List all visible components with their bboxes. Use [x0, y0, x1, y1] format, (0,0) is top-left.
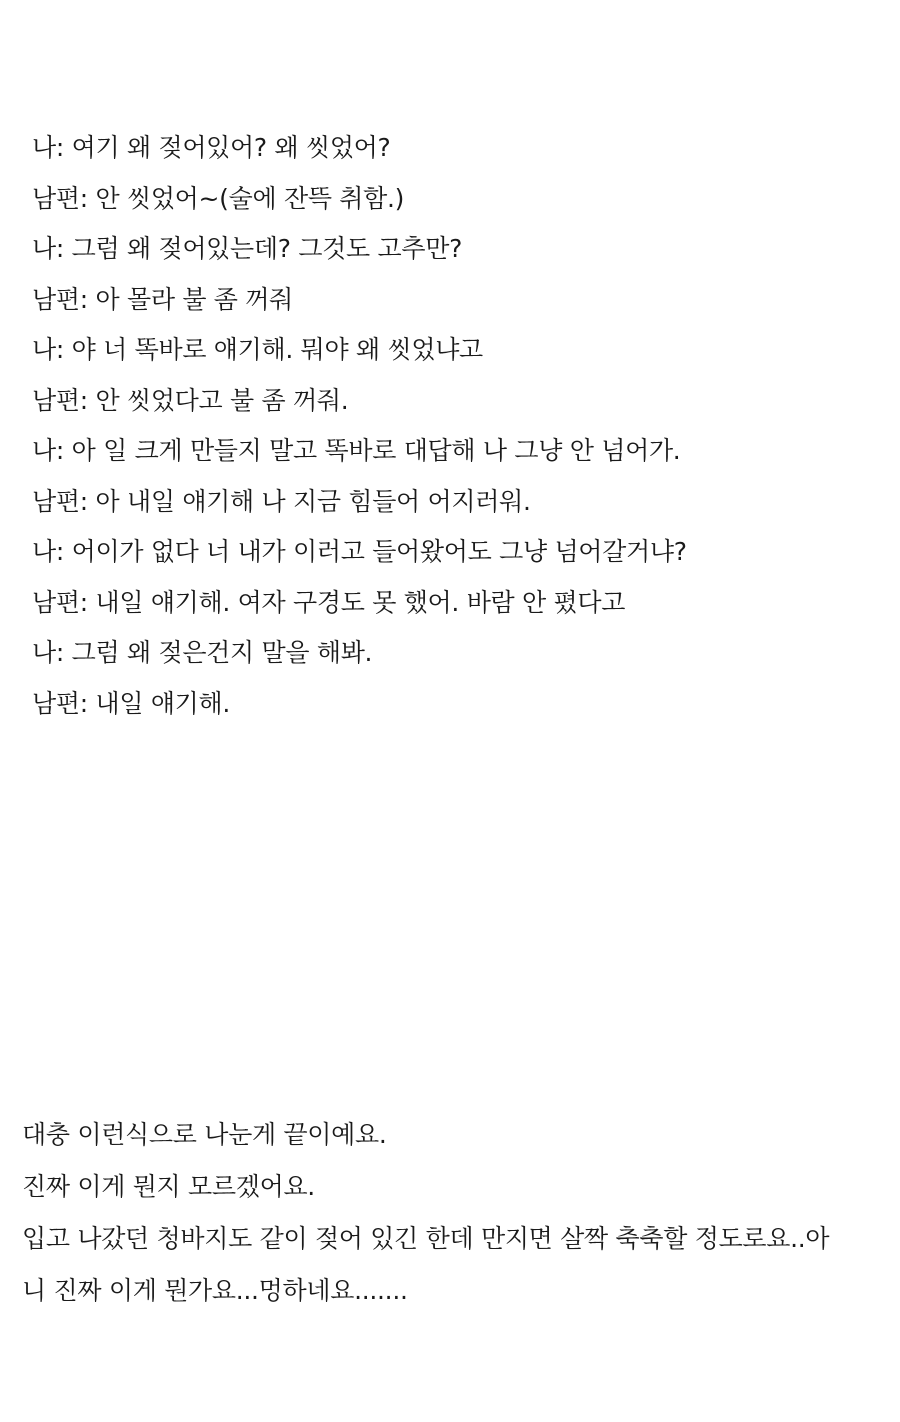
dialogue-block	[32, 128, 872, 734]
dialogue-line: 남편: 내일 얘기해.	[32, 688, 231, 718]
closing-line: 대충 이런식으로 나눈게 끝이예요.	[22, 1120, 387, 1149]
closing-line: 진짜 이게 뭔지 모르겠어요.	[22, 1172, 315, 1201]
dialogue-line: 나: 그럼 왜 젖은건지 말을 해봐.	[32, 638, 373, 667]
dialogue-line: 나: 아 일 크게 만들지 말고 똑바로 대답해 나 그냥 안 넘어가.	[32, 436, 681, 465]
dialogue-line: 남편: 내일 얘기해. 여자 구경도 못 했어. 바람 안 폈다고	[32, 587, 626, 617]
closing-paragraph	[22, 1113, 872, 1321]
dialogue-line: 나: 야 너 똑바로 얘기해. 뭐야 왜 씻었냐고	[32, 335, 483, 364]
dialogue-line: 나: 그럼 왜 젖어있는데? 그것도 고추만?	[32, 234, 463, 263]
dialogue-line: 남편: 아 몰라 불 좀 꺼줘	[32, 284, 294, 314]
dialogue-line: 나: 어이가 없다 너 내가 이러고 들어왔어도 그냥 넘어갈거냐?	[32, 537, 687, 566]
closing-line: 니 진짜 이게 뭔가요...멍하네요.......	[22, 1276, 408, 1305]
dialogue-line: 남편: 아 내일 얘기해 나 지금 힘들어 어지러워.	[32, 486, 531, 516]
dialogue-line: 남편: 안 씻었어~(술에 잔뜩 취함.)	[32, 183, 405, 213]
dialogue-line: 남편: 안 씻었다고 불 좀 꺼줘.	[32, 385, 349, 415]
closing-line: 입고 나갔던 청바지도 같이 젖어 있긴 한데 만지면 살짝 축축할 정도로요..아	[22, 1224, 830, 1253]
dialogue-line: 나: 여기 왜 젖어있어? 왜 씻었어?	[32, 133, 391, 162]
